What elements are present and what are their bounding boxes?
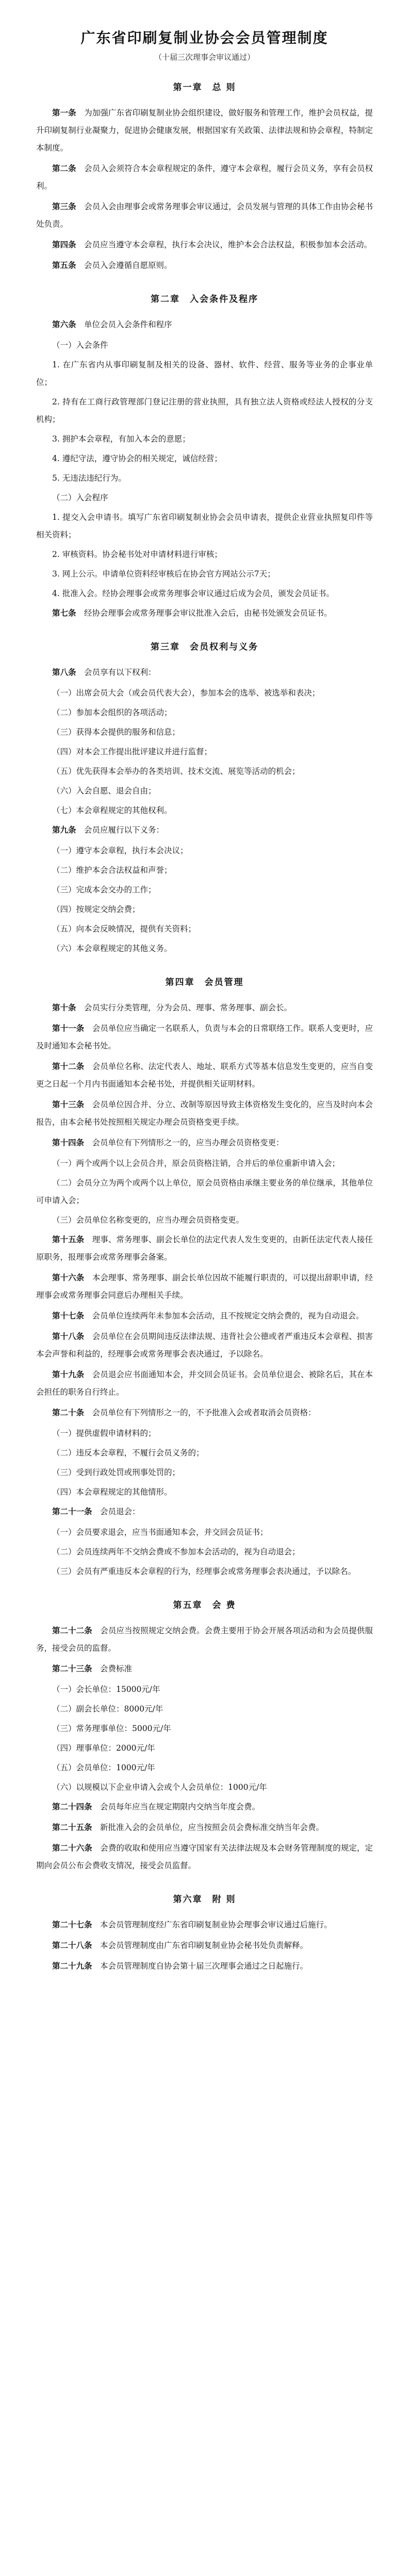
article-text: 会员单位名称、法定代表人、地址、联系方式等基本信息发生变更的，应当自变更之日起一个月内书面通知本会秘书处，并提供相关证明材料。 [36, 1062, 373, 1089]
article-paragraph [36, 1328, 373, 1363]
clause-item: （六）以规模以下企业申请入会或个人会员单位：1000元/年 [52, 1783, 267, 1792]
article-number: 第三条 [52, 201, 76, 211]
clause-item: （五）优先获得本会举办的各类培训、技术交流、展览等活动的机会； [52, 767, 300, 776]
article-number: 第一条 [52, 108, 76, 117]
article-paragraph [36, 1957, 373, 1975]
clause-item: （二）参加本会组织的各项活动； [52, 708, 172, 717]
clause-item: （四）对本会工作提出批评建议并进行监督； [52, 747, 212, 756]
article-paragraph [36, 1819, 373, 1836]
article-paragraph [36, 821, 373, 839]
clause-item: （四）按规定交纳会费； [52, 905, 140, 914]
article-paragraph [36, 604, 373, 622]
article-number: 第十二条 [52, 1061, 85, 1071]
article-text: 单位会员入会条件和程序 [84, 320, 172, 329]
article-paragraph [36, 1622, 373, 1657]
clause-item: （三）完成本会交办的工作； [52, 885, 156, 894]
clause-item: （五）向本会反映情况，提供有关资料； [52, 924, 197, 934]
article-paragraph [36, 236, 373, 253]
article-paragraph [36, 1798, 373, 1816]
article-paragraph [36, 1020, 373, 1055]
article-number: 第十八条 [52, 1331, 85, 1341]
article-text: 理事、常务理事、副会长单位的法定代表人发生变更的，由新任法定代表人接任原职务，报理事会或常务理事会备案。 [36, 1235, 373, 1262]
clause-item: （六）本会章程规定的其他义务。 [52, 944, 172, 953]
clause-item: （一）会员要求退会，应当书面通知本会，并交回会员证书； [52, 1528, 268, 1537]
article-number: 第十九条 [52, 1369, 85, 1379]
article-text: 会员实行分类管理，分为会员、理事、常务理事、副会长。 [84, 1003, 292, 1012]
article-number: 第四条 [52, 240, 76, 249]
chapter-title: 第五章 会 费 [173, 1600, 236, 1611]
clause-item: 5. 无违法违纪行为。 [52, 473, 126, 483]
clause-item: （七）本会章程规定的其他权利。 [52, 806, 172, 815]
chapter-section [36, 639, 373, 957]
chapter-section [36, 1892, 373, 1975]
clause-item: 3. 拥护本会章程，有加入本会的意愿； [52, 434, 190, 444]
clause-item: （二）会员分立为两个或两个以上单位，原会员资格由承继主要业务的单位继承，其他单位可申请入会； [36, 1178, 373, 1205]
clause-item: （一）两个或两个以上会员合并，原会员资格注销，合并后的单位重新申请入会； [52, 1159, 340, 1168]
chapter-section [36, 292, 373, 622]
article-text: 会员单位在会员期间违反法律法规、违背社会公德或者严重违反本会章程、损害本会声誉和利益的，经理事会或常务理事会表决通过，予以除名。 [36, 1332, 373, 1359]
article-paragraph [36, 1231, 373, 1266]
article-paragraph [36, 316, 373, 333]
chapter-section [36, 80, 373, 274]
article-number: 第十七条 [52, 1311, 85, 1320]
article-number: 第二十六条 [52, 1843, 92, 1853]
article-number: 第六条 [52, 319, 76, 329]
article-paragraph [36, 160, 373, 195]
clause-item: 2. 审核资料。协会秘书处对申请材料进行审核； [52, 550, 222, 559]
article-text: 本会员管理制度自协会第十届三次理事会通过之日起施行。 [100, 1961, 308, 1971]
clause-item: （三）常务理事单位：5000元/年 [52, 1724, 171, 1733]
article-paragraph [36, 198, 373, 233]
article-paragraph [36, 1134, 373, 1151]
article-paragraph [36, 1096, 373, 1131]
clause-item: （三）会员有严重违反本会章程的行为，经理事会或常务理事会表决通过，予以除名。 [52, 1567, 356, 1576]
article-number: 第二十三条 [52, 1664, 92, 1673]
clause-item: （一）出席会员大会（或会员代表大会），参加本会的选举、被选举和表决； [52, 688, 320, 698]
article-number: 第二十五条 [52, 1822, 92, 1832]
clause-item: （二）维护本会合法权益和声誉； [52, 866, 172, 875]
article-text: 本会员管理制度经广东省印刷复制业协会理事会审议通过后施行。 [100, 1920, 332, 1929]
article-text: 会员单位有下列情形之一的，应当办理会员资格变更： [92, 1138, 284, 1147]
article-paragraph [36, 1366, 373, 1401]
clause-item: （三）会员单位名称变更的，应当办理会员资格变更。 [52, 1215, 244, 1225]
article-number: 第二十八条 [52, 1940, 92, 1950]
clause-item: 1. 提交入会申请书。填写广东省印刷复制业协会会员申请表，提供企业营业执照复印件等相关资料； [36, 513, 373, 539]
article-text: 会员退会应书面通知本会，并交回会员证书。会员单位退会、被除名后，其在本会担任的职务自行终止。 [36, 1370, 373, 1397]
clause-item: （三）受到行政处罚或刑事处罚的； [52, 1468, 181, 1477]
chapter-title: 第四章 会员管理 [165, 977, 244, 988]
clause-item: （四）理事单位：2000元/年 [52, 1743, 155, 1753]
article-text: 本会员管理制度由广东省印刷复制业协会秘书处负责解释。 [100, 1941, 308, 1950]
article-text: 会员入会须符合本会章程规定的条件，遵守本会章程，履行会员义务，享有会员权利。 [36, 164, 373, 191]
article-text: 新批准入会的会员单位，应当按照会员会费标准交纳当年会费。 [100, 1823, 324, 1832]
clause-item: （五）会员单位：1000元/年 [52, 1763, 155, 1772]
document-subtitle: （十届三次理事会审议通过） [154, 53, 255, 62]
article-text: 会员应当遵守本会章程，执行本会决议，维护本会合法权益，积极参加本会活动。 [84, 240, 372, 249]
chapter-section [36, 1598, 373, 1874]
article-text: 会员应履行以下义务： [84, 825, 165, 835]
article-number: 第十一条 [52, 1023, 85, 1033]
chapter-section [36, 975, 373, 1580]
article-text: 会员享有以下权利： [84, 668, 156, 677]
article-text: 经协会理事会或常务理事会审议批准入会后，由秘书处颁发会员证书。 [84, 608, 332, 618]
article-number: 第十四条 [52, 1138, 85, 1147]
clause-item: （三）获得本会提供的服务和信息； [52, 727, 181, 737]
clause-item: （六）入会自愿、退会自由； [52, 786, 156, 795]
article-text: 会员入会由理事会或常务理事会审议通过，会员发展与管理的具体工作由协会秘书处负责。 [36, 202, 373, 229]
article-text: 会员每年应当在规定期限内交纳当年度会费。 [100, 1802, 260, 1811]
article-paragraph [36, 1660, 373, 1677]
article-text: 会员单位有下列情形之一的，不予批准入会或者取消会员资格： [92, 1408, 316, 1417]
article-paragraph [36, 1058, 373, 1093]
article-number: 第十六条 [52, 1273, 85, 1282]
article-text: 会员退会： [100, 1507, 140, 1516]
article-number: 第二十四条 [52, 1802, 92, 1811]
article-number: 第九条 [52, 825, 76, 835]
article-paragraph [36, 1937, 373, 1954]
article-text: 会员单位因合并、分立、改制等原因导致主体资格发生变化的，应当及时向本会报告，由本会秘书处按照相关规定办理会员资格变更手续。 [36, 1100, 373, 1127]
article-number: 第二条 [52, 163, 76, 173]
clause-item: （二）副会长单位：8000元/年 [52, 1704, 163, 1714]
article-paragraph [36, 664, 373, 681]
article-number: 第十三条 [52, 1099, 85, 1109]
article-text: 会费的收取和使用应当遵守国家有关法律法规及本会财务管理制度的规定，定期向会员公布会费收支情况，接受会员监督。 [36, 1843, 373, 1870]
clause-item: （一）入会条件 [52, 341, 108, 350]
clause-item: 4. 遵纪守法，遵守协会的相关规定，诚信经营； [52, 454, 222, 463]
chapter-title: 第六章 附 则 [173, 1894, 236, 1905]
article-text: 会费标准 [100, 1664, 133, 1673]
chapter-title: 第三章 会员权利与义务 [151, 642, 258, 652]
article-paragraph [36, 1916, 373, 1934]
article-paragraph [36, 1307, 373, 1325]
article-text: 会员单位连续两年未参加本会活动，且不按规定交纳会费的，视为自动退会。 [92, 1311, 364, 1320]
article-paragraph [36, 1404, 373, 1421]
clause-item: （二）入会程序 [52, 493, 108, 502]
article-number: 第二十二条 [52, 1625, 92, 1635]
article-number: 第八条 [52, 667, 76, 677]
article-number: 第二十九条 [52, 1961, 92, 1971]
article-number: 第二十一条 [52, 1506, 92, 1516]
article-number: 第十五条 [52, 1234, 85, 1244]
clause-item: 2. 持有在工商行政管理部门登记注册的营业执照，具有独立法人资格或经法人授权的分支机构； [36, 397, 373, 424]
clause-item: （一）会长单位：15000元/年 [52, 1685, 160, 1694]
article-text: 会员单位应当确定一名联系人，负责与本会的日常联络工作。联系人变更时，应及时通知本会秘书处。 [36, 1024, 373, 1050]
article-number: 第二十七条 [52, 1920, 92, 1929]
chapters-container [36, 80, 373, 1975]
article-number: 第十条 [52, 1003, 76, 1012]
clause-item: （二）会员连续两年不交纳会费或不参加本会活动的，视为自动退会； [52, 1547, 300, 1556]
article-number: 第七条 [52, 608, 76, 618]
document-title: 广东省印刷复制业协会会员管理制度 [80, 29, 329, 46]
clause-item: （二）违反本会章程，不履行会员义务的； [52, 1448, 204, 1458]
chapter-title: 第二章 入会条件及程序 [151, 294, 258, 304]
article-paragraph [36, 1269, 373, 1304]
article-paragraph [36, 257, 373, 274]
article-paragraph [36, 1503, 373, 1520]
article-paragraph [36, 104, 373, 157]
article-text: 会员入会遵循自愿原则。 [84, 261, 172, 270]
article-number: 第二十条 [52, 1408, 85, 1417]
clause-item: （一）提供虚假申请材料的； [52, 1429, 156, 1438]
article-text: 为加强广东省印刷复制业协会组织建设，做好服务和管理工作，维护会员权益，提升印刷复制行业凝聚力，促进协会健康发展，根据国家有关政策、法律法规和协会章程，特制定本制度。 [36, 108, 373, 152]
clause-item: 3. 网上公示。申请单位资料经审核后在协会官方网站公示7天； [52, 569, 275, 579]
clause-item: 1. 在广东省内从事印刷复制及相关的设备、器材、软件、经营、服务等业务的企事业单位； [36, 360, 373, 387]
clause-item: （四）本会章程规定的其他情形。 [52, 1487, 172, 1497]
article-paragraph [36, 999, 373, 1016]
article-number: 第五条 [52, 260, 76, 270]
chapter-title: 第一章 总 则 [173, 82, 236, 93]
article-text: 会员应当按照规定交纳会费。会费主要用于协会开展各项活动和为会员提供服务，接受会员的监督。 [36, 1626, 373, 1653]
article-paragraph [36, 1839, 373, 1874]
clause-item: 4. 批准入会。经协会理事会或常务理事会审议通过后成为会员，颁发会员证书。 [52, 589, 334, 598]
clause-item: （一）遵守本会章程，执行本会决议； [52, 846, 188, 855]
article-text: 本会理事、常务理事、副会长单位因故不能履行职责的，可以提出辞职申请，经理事会或常务理事会同意后办理相关手续。 [36, 1273, 373, 1300]
